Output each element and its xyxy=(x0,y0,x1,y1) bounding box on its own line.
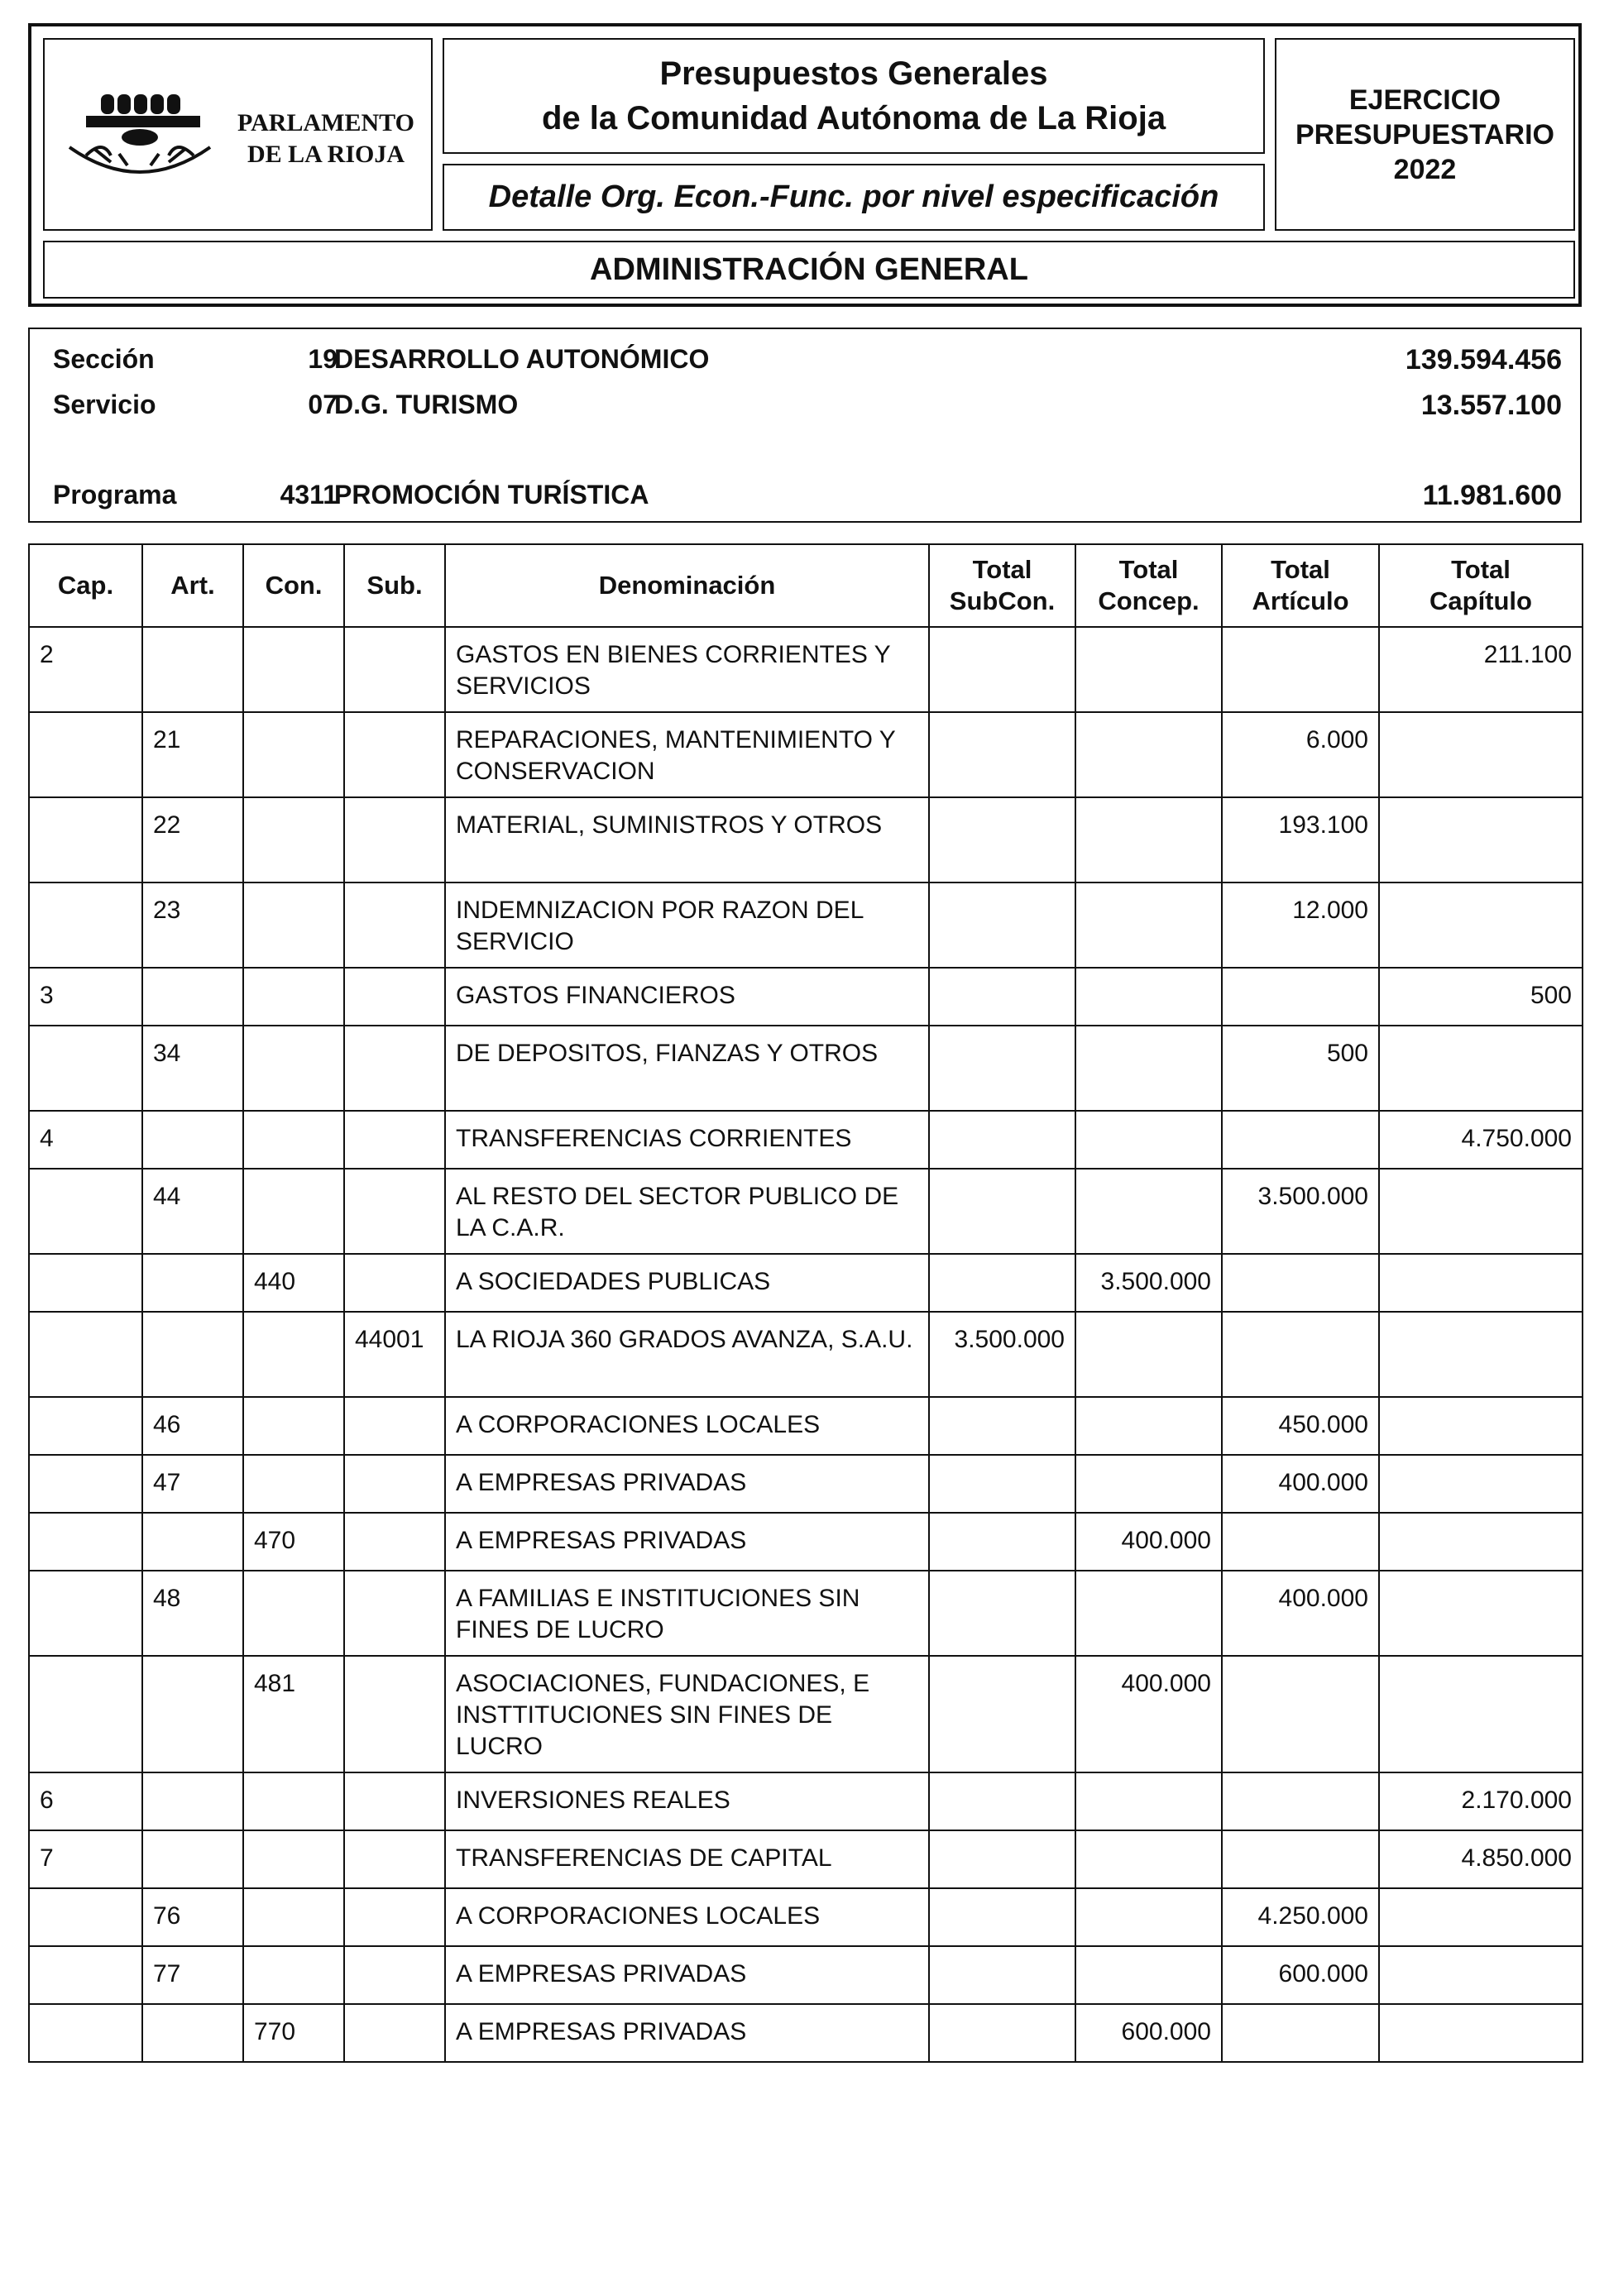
cell-total-subcon xyxy=(929,1254,1075,1312)
servicio-amount: 13.557.100 xyxy=(1420,390,1562,421)
cell-art xyxy=(142,1830,243,1888)
parliament-logo-icon xyxy=(61,89,218,189)
cell-sub xyxy=(344,1888,445,1946)
cell-con xyxy=(243,1772,344,1830)
table-row xyxy=(29,1026,1583,1111)
cell-total-subcon xyxy=(929,712,1075,797)
exercise-line2: PRESUPUESTARIO xyxy=(1295,118,1554,151)
cell-total-concep xyxy=(1075,1830,1222,1888)
cell-denominacion: TRANSFERENCIAS CORRIENTES xyxy=(445,1111,929,1169)
cell-art: 34 xyxy=(142,1026,243,1111)
parliament-name xyxy=(223,108,429,170)
cell-denominacion: DE DEPOSITOS, FIANZAS Y OTROS xyxy=(445,1026,929,1111)
cell-total-capitulo: 4.750.000 xyxy=(1379,1111,1583,1169)
cell-denominacion: A EMPRESAS PRIVADAS xyxy=(445,1513,929,1571)
cell-total-concep xyxy=(1075,1111,1222,1169)
cell-con xyxy=(243,1946,344,2004)
cell-total-capitulo: 500 xyxy=(1379,968,1583,1026)
cell-denominacion: GASTOS FINANCIEROS xyxy=(445,968,929,1026)
cell-cap xyxy=(29,1455,142,1513)
table-row xyxy=(29,1312,1583,1397)
cell-sub xyxy=(344,1571,445,1656)
programa-name: PROMOCIÓN TURÍSTICA xyxy=(334,480,649,509)
cell-total-articulo: 500 xyxy=(1222,1026,1379,1111)
seccion-code: 19 xyxy=(308,344,338,374)
cell-sub xyxy=(344,1169,445,1254)
cell-total-concep xyxy=(1075,1946,1222,2004)
cell-total-subcon xyxy=(929,1111,1075,1169)
cell-cap xyxy=(29,1026,142,1111)
budget-table xyxy=(28,543,1583,2063)
cell-art xyxy=(142,2004,243,2062)
cell-total-subcon xyxy=(929,627,1075,712)
cell-art xyxy=(142,1772,243,1830)
cell-denominacion: A CORPORACIONES LOCALES xyxy=(445,1397,929,1455)
cell-art xyxy=(142,1656,243,1772)
servicio-code: 07 xyxy=(308,390,338,419)
header-total-articulo-l2: Artículo xyxy=(1252,586,1349,615)
cell-con xyxy=(243,1111,344,1169)
cell-total-concep: 400.000 xyxy=(1075,1656,1222,1772)
cell-total-articulo xyxy=(1222,1312,1379,1397)
cell-art xyxy=(142,1254,243,1312)
header-sub: Sub. xyxy=(344,544,445,627)
table-row xyxy=(29,1455,1583,1513)
cell-denominacion: GASTOS EN BIENES CORRIENTES Y SERVICIOS xyxy=(445,627,929,712)
cell-total-articulo: 3.500.000 xyxy=(1222,1169,1379,1254)
table-row xyxy=(29,1772,1583,1830)
cell-total-concep xyxy=(1075,1312,1222,1397)
programa-label: Programa xyxy=(53,480,177,509)
cell-total-articulo: 450.000 xyxy=(1222,1397,1379,1455)
cell-cap xyxy=(29,1169,142,1254)
cell-total-concep xyxy=(1075,1571,1222,1656)
cell-total-articulo xyxy=(1222,2004,1379,2062)
cell-total-subcon xyxy=(929,1946,1075,2004)
cell-con xyxy=(243,883,344,968)
cell-total-concep xyxy=(1075,712,1222,797)
cell-cap xyxy=(29,1888,142,1946)
cell-cap xyxy=(29,1946,142,2004)
cell-cap: 2 xyxy=(29,627,142,712)
programa-row xyxy=(30,480,1580,513)
cell-cap xyxy=(29,1656,142,1772)
table-row xyxy=(29,883,1583,968)
table-row xyxy=(29,1656,1583,1772)
cell-total-subcon xyxy=(929,1513,1075,1571)
table-row xyxy=(29,1397,1583,1455)
cell-cap xyxy=(29,1397,142,1455)
cell-cap xyxy=(29,1254,142,1312)
cell-con xyxy=(243,627,344,712)
cell-cap xyxy=(29,797,142,883)
cell-sub xyxy=(344,883,445,968)
programa-code: 4311 xyxy=(280,480,338,509)
cell-sub xyxy=(344,712,445,797)
cell-total-subcon xyxy=(929,1656,1075,1772)
cell-total-concep xyxy=(1075,1397,1222,1455)
cell-art xyxy=(142,1513,243,1571)
title-box xyxy=(443,38,1265,154)
cell-total-articulo xyxy=(1222,1656,1379,1772)
cell-total-capitulo: 4.850.000 xyxy=(1379,1830,1583,1888)
header-con: Con. xyxy=(243,544,344,627)
cell-total-articulo xyxy=(1222,1111,1379,1169)
cell-cap xyxy=(29,712,142,797)
cell-con xyxy=(243,1888,344,1946)
cell-art: 44 xyxy=(142,1169,243,1254)
cell-total-capitulo xyxy=(1379,1312,1583,1397)
cell-total-articulo: 6.000 xyxy=(1222,712,1379,797)
cell-total-capitulo xyxy=(1379,712,1583,797)
cell-total-concep xyxy=(1075,1772,1222,1830)
header-total-subcon-l2: SubCon. xyxy=(949,586,1056,615)
cell-sub xyxy=(344,797,445,883)
cell-denominacion: INVERSIONES REALES xyxy=(445,1772,929,1830)
header-total-concep-l1: Total xyxy=(1118,555,1179,584)
cell-total-articulo xyxy=(1222,1772,1379,1830)
cell-denominacion: A FAMILIAS E INSTITUCIONES SIN FINES DE LUCRO xyxy=(445,1571,929,1656)
header-denominacion: Denominación xyxy=(445,544,929,627)
cell-total-subcon xyxy=(929,1888,1075,1946)
cell-total-capitulo xyxy=(1379,1397,1583,1455)
cell-total-concep xyxy=(1075,1455,1222,1513)
cell-total-capitulo: 211.100 xyxy=(1379,627,1583,712)
cell-total-subcon: 3.500.000 xyxy=(929,1312,1075,1397)
cell-total-subcon xyxy=(929,797,1075,883)
cell-total-concep xyxy=(1075,1169,1222,1254)
cell-denominacion: INDEMNIZACION POR RAZON DEL SERVICIO xyxy=(445,883,929,968)
cell-total-subcon xyxy=(929,1830,1075,1888)
cell-cap: 4 xyxy=(29,1111,142,1169)
logo-box xyxy=(43,38,433,231)
table-row xyxy=(29,1946,1583,2004)
subtitle-box xyxy=(443,164,1265,231)
subtitle: Detalle Org. Econ.-Func. por nivel especificación xyxy=(488,179,1219,214)
header-total-concep-l2: Concep. xyxy=(1098,586,1200,615)
cell-denominacion: MATERIAL, SUMINISTROS Y OTROS xyxy=(445,797,929,883)
exercise-box xyxy=(1275,38,1575,231)
section-info xyxy=(28,328,1582,523)
servicio-row xyxy=(30,390,1580,423)
cell-con xyxy=(243,1026,344,1111)
cell-total-concep: 3.500.000 xyxy=(1075,1254,1222,1312)
cell-total-articulo: 400.000 xyxy=(1222,1571,1379,1656)
cell-total-subcon xyxy=(929,1169,1075,1254)
cell-denominacion: A SOCIEDADES PUBLICAS xyxy=(445,1254,929,1312)
cell-total-capitulo xyxy=(1379,2004,1583,2062)
header-total-articulo xyxy=(1222,544,1379,627)
cell-total-concep xyxy=(1075,968,1222,1026)
cell-total-concep: 400.000 xyxy=(1075,1513,1222,1571)
cell-denominacion: REPARACIONES, MANTENIMIENTO Y CONSERVACION xyxy=(445,712,929,797)
cell-total-subcon xyxy=(929,883,1075,968)
header-total-concep xyxy=(1075,544,1222,627)
exercise-year: 2022 xyxy=(1393,153,1457,185)
cell-art: 76 xyxy=(142,1888,243,1946)
cell-total-capitulo xyxy=(1379,1946,1583,2004)
cell-con xyxy=(243,712,344,797)
cell-cap xyxy=(29,1513,142,1571)
cell-sub xyxy=(344,1254,445,1312)
cell-art: 22 xyxy=(142,797,243,883)
header-total-articulo-l1: Total xyxy=(1271,555,1330,584)
parliament-name-line1: PARLAMENTO xyxy=(237,109,414,136)
seccion-label: Sección xyxy=(53,344,155,374)
cell-sub xyxy=(344,1830,445,1888)
seccion-name: DESARROLLO AUTONÓMICO xyxy=(334,344,710,374)
cell-art: 21 xyxy=(142,712,243,797)
cell-total-articulo: 4.250.000 xyxy=(1222,1888,1379,1946)
cell-sub xyxy=(344,1455,445,1513)
cell-cap xyxy=(29,883,142,968)
cell-cap xyxy=(29,2004,142,2062)
cell-total-articulo xyxy=(1222,627,1379,712)
cell-art: 47 xyxy=(142,1455,243,1513)
header-cap: Cap. xyxy=(29,544,142,627)
cell-total-capitulo xyxy=(1379,1571,1583,1656)
table-row xyxy=(29,712,1583,797)
table-row xyxy=(29,1169,1583,1254)
cell-sub xyxy=(344,1026,445,1111)
cell-total-articulo xyxy=(1222,968,1379,1026)
cell-total-concep xyxy=(1075,797,1222,883)
cell-denominacion: AL RESTO DEL SECTOR PUBLICO DE LA C.A.R. xyxy=(445,1169,929,1254)
cell-art: 77 xyxy=(142,1946,243,2004)
servicio-label: Servicio xyxy=(53,390,156,419)
cell-sub: 44001 xyxy=(344,1312,445,1397)
cell-con xyxy=(243,1312,344,1397)
cell-con: 481 xyxy=(243,1656,344,1772)
cell-denominacion: A CORPORACIONES LOCALES xyxy=(445,1888,929,1946)
title-line2: de la Comunidad Autónoma de La Rioja xyxy=(541,100,1166,136)
cell-denominacion: TRANSFERENCIAS DE CAPITAL xyxy=(445,1830,929,1888)
table-row xyxy=(29,797,1583,883)
table-row xyxy=(29,627,1583,712)
cell-art: 46 xyxy=(142,1397,243,1455)
cell-total-subcon xyxy=(929,1772,1075,1830)
cell-sub xyxy=(344,1397,445,1455)
cell-total-concep: 600.000 xyxy=(1075,2004,1222,2062)
header-art: Art. xyxy=(142,544,243,627)
exercise-line1: EJERCICIO xyxy=(1348,84,1501,116)
programa-amount: 11.981.600 xyxy=(1422,480,1562,511)
seccion-row xyxy=(30,344,1580,377)
cell-total-capitulo xyxy=(1379,1254,1583,1312)
table-row xyxy=(29,1571,1583,1656)
table-row xyxy=(29,1111,1583,1169)
table-header-row xyxy=(29,544,1583,627)
cell-total-concep xyxy=(1075,1026,1222,1111)
table-row xyxy=(29,1830,1583,1888)
cell-con: 470 xyxy=(243,1513,344,1571)
cell-art: 23 xyxy=(142,883,243,968)
cell-cap xyxy=(29,1571,142,1656)
cell-total-capitulo xyxy=(1379,1513,1583,1571)
cell-total-capitulo xyxy=(1379,883,1583,968)
cell-total-concep xyxy=(1075,1888,1222,1946)
table-row xyxy=(29,1513,1583,1571)
header-total-capitulo xyxy=(1379,544,1583,627)
table-row xyxy=(29,968,1583,1026)
cell-total-articulo: 193.100 xyxy=(1222,797,1379,883)
cell-sub xyxy=(344,1656,445,1772)
cell-art xyxy=(142,1111,243,1169)
cell-total-capitulo: 2.170.000 xyxy=(1379,1772,1583,1830)
cell-sub xyxy=(344,1946,445,2004)
cell-sub xyxy=(344,1111,445,1169)
cell-denominacion: A EMPRESAS PRIVADAS xyxy=(445,2004,929,2062)
cell-cap: 7 xyxy=(29,1830,142,1888)
servicio-name: D.G. TURISMO xyxy=(334,390,519,419)
cell-total-capitulo xyxy=(1379,1656,1583,1772)
cell-total-capitulo xyxy=(1379,797,1583,883)
cell-total-articulo: 600.000 xyxy=(1222,1946,1379,2004)
cell-denominacion: A EMPRESAS PRIVADAS xyxy=(445,1455,929,1513)
cell-con xyxy=(243,797,344,883)
cell-denominacion: LA RIOJA 360 GRADOS AVANZA, S.A.U. xyxy=(445,1312,929,1397)
cell-total-concep xyxy=(1075,627,1222,712)
cell-total-articulo: 12.000 xyxy=(1222,883,1379,968)
cell-total-subcon xyxy=(929,1571,1075,1656)
cell-total-subcon xyxy=(929,968,1075,1026)
admin-box xyxy=(43,241,1575,299)
admin-title: ADMINISTRACIÓN GENERAL xyxy=(590,251,1028,287)
cell-con: 770 xyxy=(243,2004,344,2062)
cell-con xyxy=(243,968,344,1026)
cell-total-articulo xyxy=(1222,1254,1379,1312)
cell-denominacion: ASOCIACIONES, FUNDACIONES, E INSTTITUCIONES SIN FINES DE LUCRO xyxy=(445,1656,929,1772)
cell-total-subcon xyxy=(929,1455,1075,1513)
cell-total-subcon xyxy=(929,2004,1075,2062)
cell-con: 440 xyxy=(243,1254,344,1312)
table-row xyxy=(29,2004,1583,2062)
header-total-capitulo-l2: Capítulo xyxy=(1429,586,1532,615)
cell-denominacion: A EMPRESAS PRIVADAS xyxy=(445,1946,929,2004)
document-header xyxy=(28,23,1582,307)
cell-con xyxy=(243,1397,344,1455)
cell-art xyxy=(142,627,243,712)
title-line1: Presupuestos Generales xyxy=(659,55,1048,92)
header-total-capitulo-l1: Total xyxy=(1451,555,1511,584)
cell-sub xyxy=(344,1772,445,1830)
cell-total-articulo xyxy=(1222,1830,1379,1888)
header-total-subcon-l1: Total xyxy=(972,555,1032,584)
cell-total-capitulo xyxy=(1379,1455,1583,1513)
cell-art xyxy=(142,968,243,1026)
cell-sub xyxy=(344,968,445,1026)
parliament-name-line2: DE LA RIOJA xyxy=(247,141,405,168)
cell-sub xyxy=(344,1513,445,1571)
cell-con xyxy=(243,1169,344,1254)
cell-cap: 6 xyxy=(29,1772,142,1830)
cell-sub xyxy=(344,2004,445,2062)
cell-total-concep xyxy=(1075,883,1222,968)
cell-con xyxy=(243,1571,344,1656)
table-row xyxy=(29,1888,1583,1946)
cell-total-capitulo xyxy=(1379,1169,1583,1254)
cell-total-articulo xyxy=(1222,1513,1379,1571)
table-row xyxy=(29,1254,1583,1312)
seccion-amount: 139.594.456 xyxy=(1405,344,1562,375)
cell-total-articulo: 400.000 xyxy=(1222,1455,1379,1513)
cell-sub xyxy=(344,627,445,712)
cell-total-subcon xyxy=(929,1026,1075,1111)
cell-art: 48 xyxy=(142,1571,243,1656)
cell-total-capitulo xyxy=(1379,1026,1583,1111)
cell-con xyxy=(243,1830,344,1888)
cell-total-subcon xyxy=(929,1397,1075,1455)
cell-con xyxy=(243,1455,344,1513)
header-total-subcon xyxy=(929,544,1075,627)
cell-total-capitulo xyxy=(1379,1888,1583,1946)
cell-art xyxy=(142,1312,243,1397)
cell-cap: 3 xyxy=(29,968,142,1026)
cell-cap xyxy=(29,1312,142,1397)
